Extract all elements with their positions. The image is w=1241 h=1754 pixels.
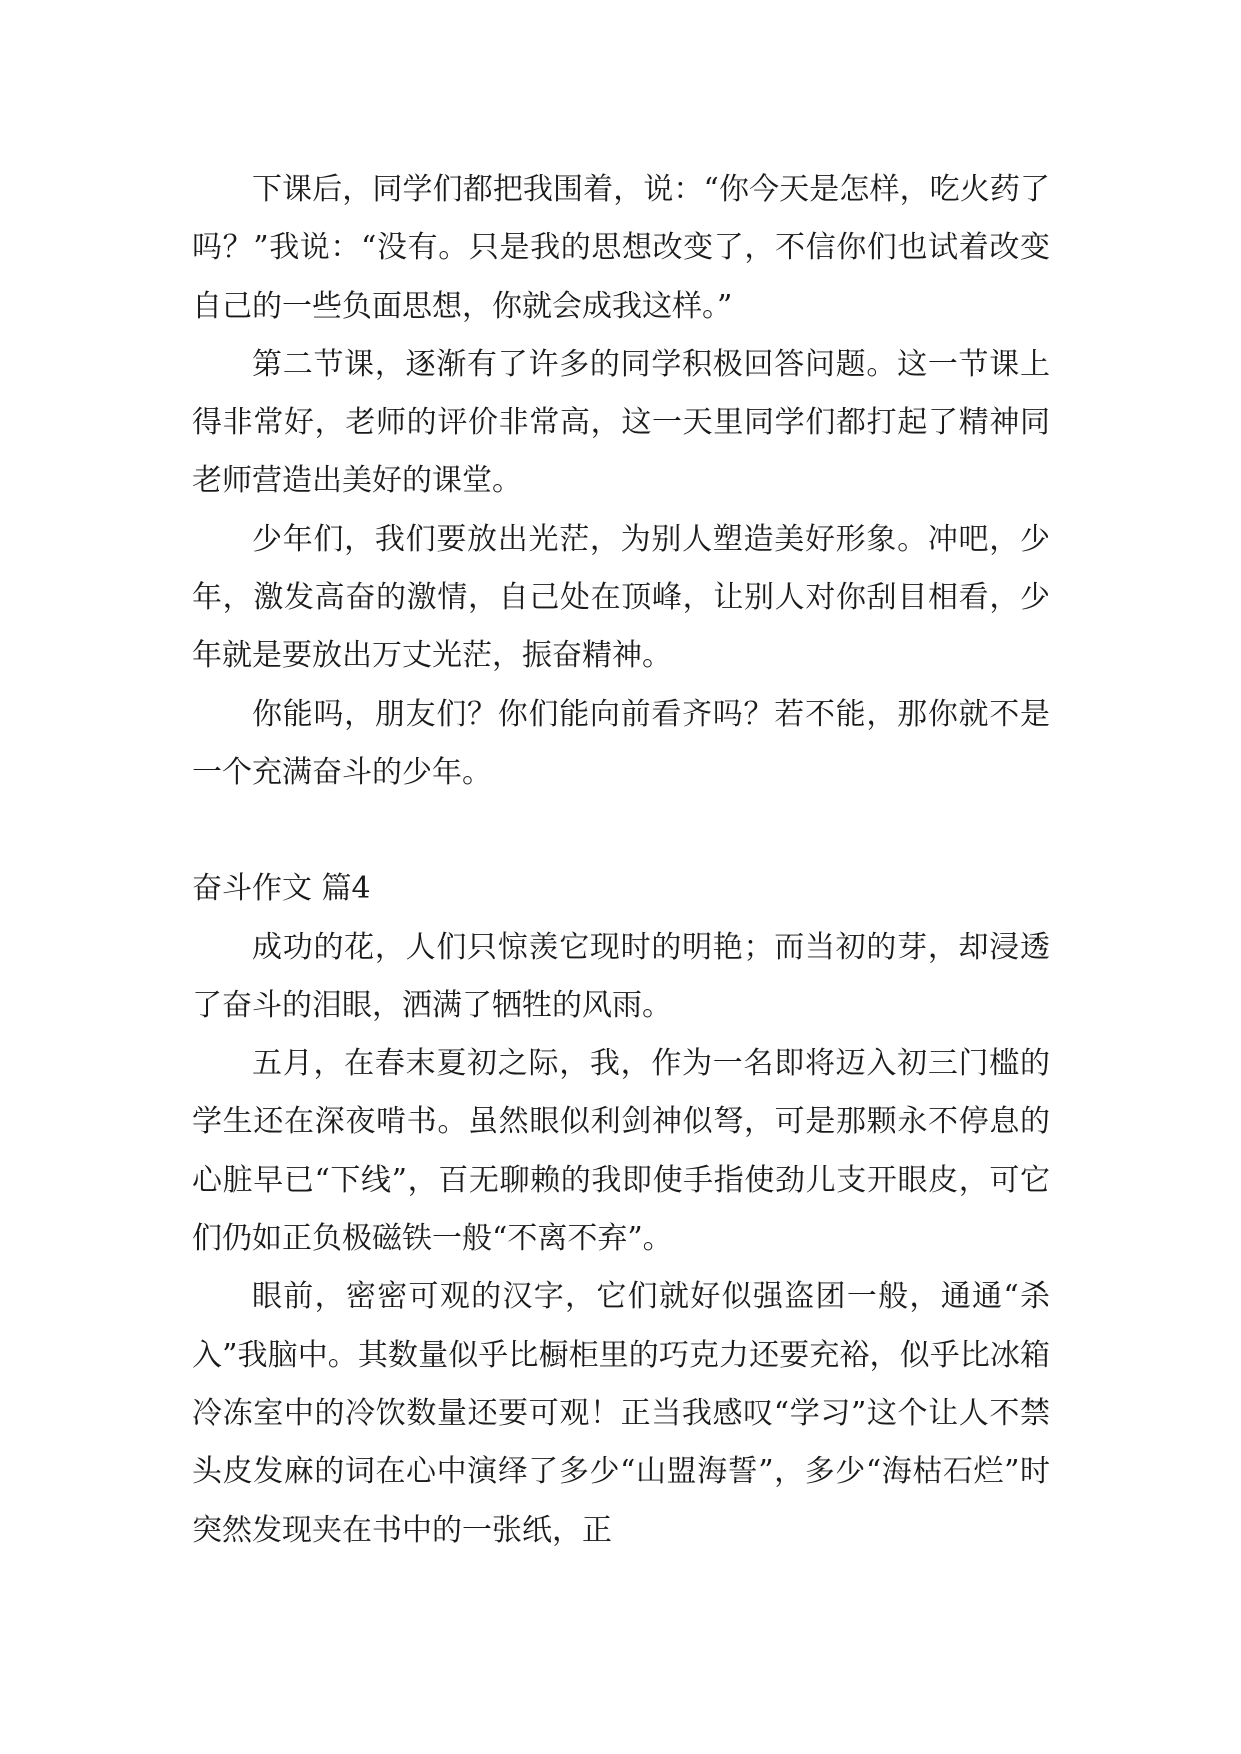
paragraph: 五月，在春末夏初之际，我，作为一名即将迈入初三门槛的学生还在深夜啃书。虽然眼似利剑神似弩，可是那颗永不停息的心脏早已“下线”，百无聊赖的我即使手指使劲儿支开眼皮，可它们仍如正负极磁铁一般“不离不弃”。: [192, 1046, 1050, 1257]
paragraph: 下课后，同学们都把我围着，说：“你今天是怎样，吃火药了吗？”我说：“没有。只是我的思想改变了，不信你们也试着改变自己的一些负面思想，你就会成我这样。”: [192, 172, 1050, 324]
paragraph: 成功的花，人们只惊羡它现时的明艳；而当初的芽，却浸透了奋斗的泪眼，洒满了牺牲的风雨。: [192, 929, 1050, 1023]
paragraph: 第二节课，逐渐有了许多的同学积极回答问题。这一节课上得非常好，老师的评价非常高，这一天里同学们都打起了精神同老师营造出美好的课堂。: [192, 346, 1050, 499]
paragraph: 少年们，我们要放出光茫，为别人塑造美好形象。冲吧，少年，激发高奋的激情，自己处在顶峰，让别人对你刮目相看，少年就是要放出万丈光茫，振奋精神。: [192, 521, 1050, 674]
paragraph: 你能吗，朋友们？你们能向前看齐吗？若不能，那你就不是一个充满奋斗的少年。: [192, 696, 1050, 790]
paragraph: 眼前，密密可观的汉字，它们就好似强盗团一般，通通“杀入”我脑中。其数量似乎比橱柜里的巧克力还要充裕，似乎比冰箱冷冻室中的冷饮数量还要可观！正当我感叹“学习”这个让人不禁头皮发麻的词在心中演绎了多少“山盟海誓”，多少“海枯石烂”时突然发现夹在书中的一张纸，正: [192, 1279, 1050, 1548]
document-body: [192, 161, 1050, 1560]
section-heading: 奋斗作文 篇4: [192, 871, 371, 907]
